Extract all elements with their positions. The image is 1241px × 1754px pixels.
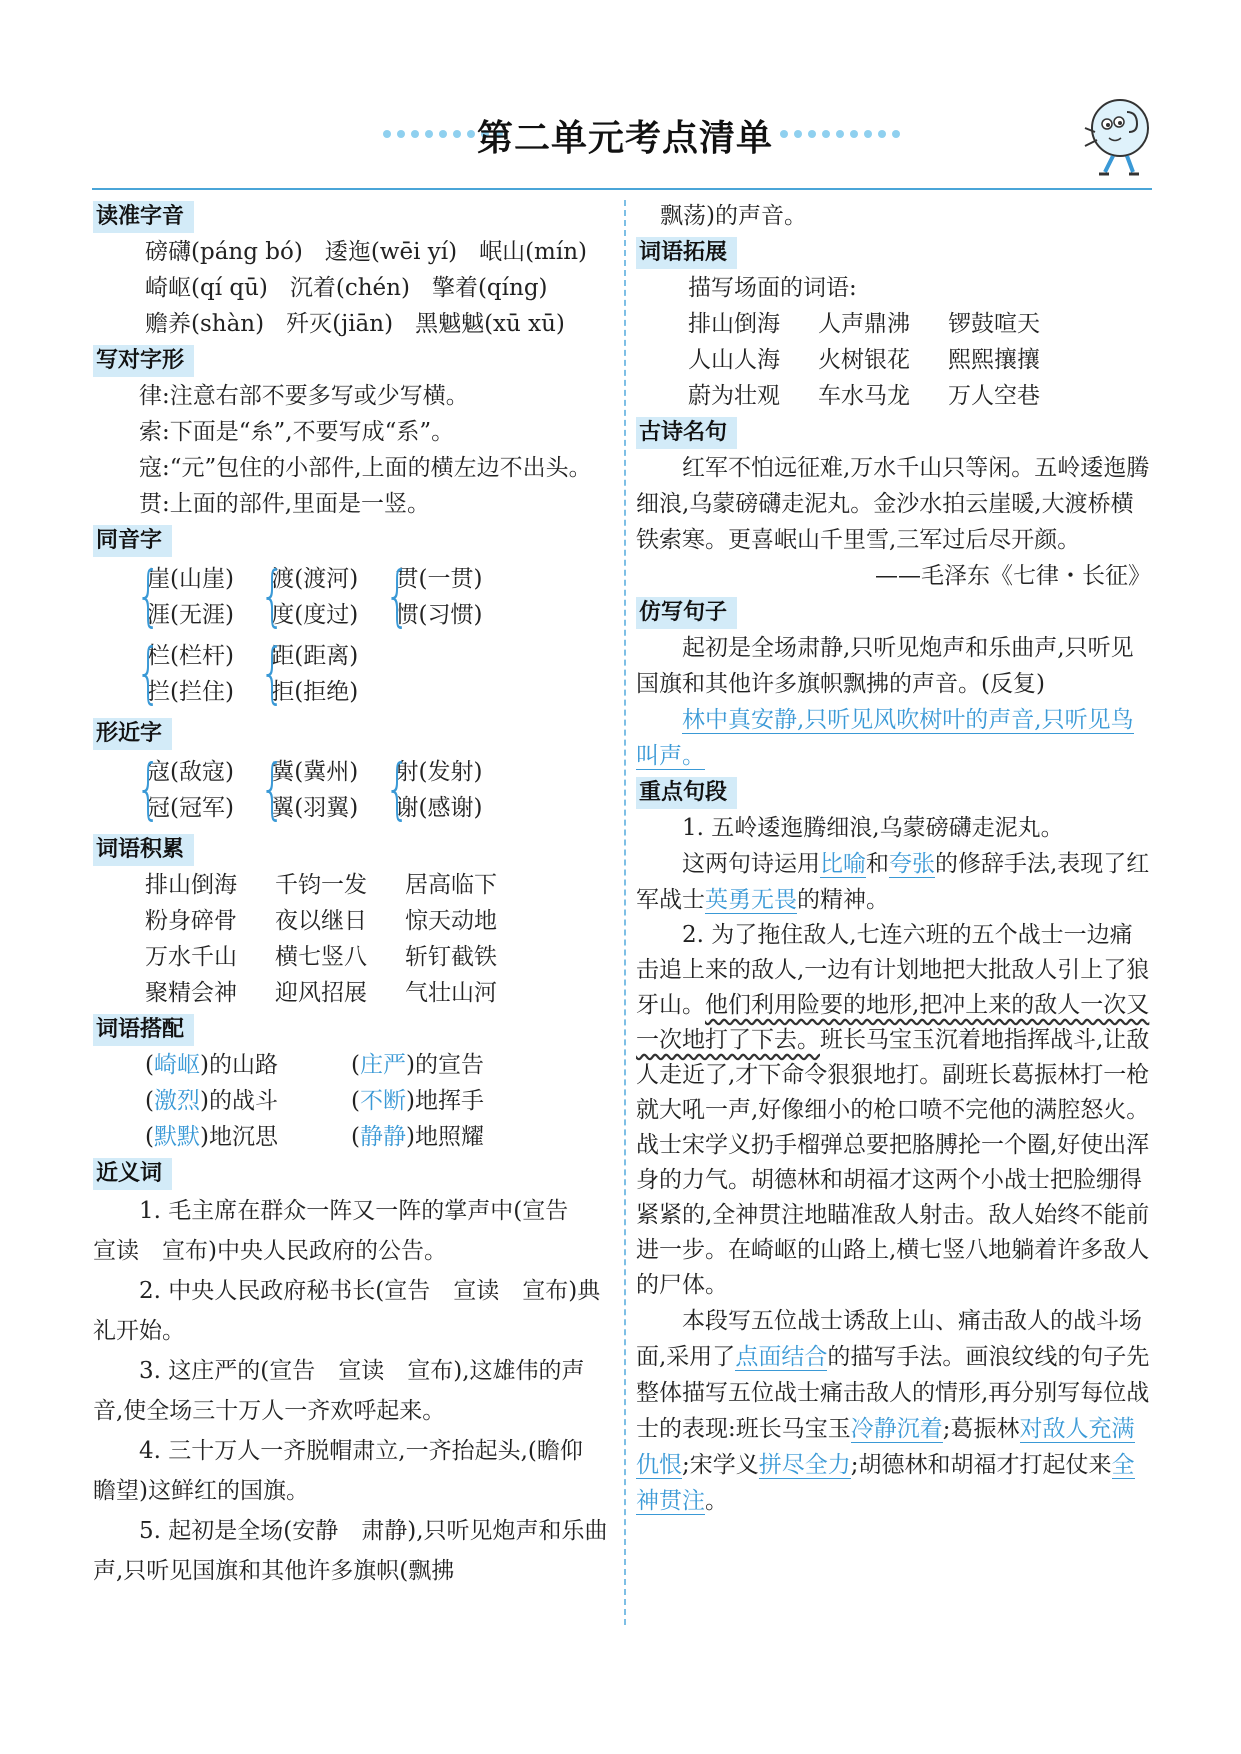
homophone-item: 涯(无涯)	[147, 602, 234, 628]
pronunciation-item: 沉着(chén)	[289, 275, 410, 301]
homophone-group: { 距(距离) 拒(拒绝)	[260, 634, 359, 711]
collocation-row	[93, 1047, 613, 1083]
collocation-text: 的山路	[208, 1052, 278, 1078]
similar-item: 冠(冠军)	[147, 795, 234, 821]
extension-item: 锣鼓喧天	[948, 311, 1040, 337]
section-heading-vocab: 词语积累	[93, 834, 194, 866]
similar-item: 射(发射)	[395, 759, 483, 785]
section-heading-similar-chars: 形近字	[93, 718, 172, 750]
homophone-item: 崖(山崖)	[147, 566, 234, 592]
analysis-text: ;胡德林和胡福才打起仗来	[850, 1452, 1112, 1478]
collocation-pair: (默默)地沉思	[145, 1124, 278, 1150]
decor-dots-right	[780, 130, 900, 140]
homophone-item: 度(度过)	[271, 602, 359, 628]
key-sentence-1: 1. 五岭逶迤腾细浪,乌蒙磅礴走泥丸。	[682, 815, 1064, 841]
left-column	[93, 198, 613, 1591]
imitation-paren: )	[1035, 671, 1045, 697]
synonym-question: 2. 中央人民政府秘书长(宣告 宣读 宣布)典礼开始。	[93, 1278, 601, 1344]
homophone-groups-row	[93, 634, 613, 711]
pronunciation-item: 黑魆魆(xū xū)	[415, 311, 565, 337]
analysis-text: 本段写五位战士诱敌上山、痛击敌人的战斗场面,采用了	[636, 1308, 1142, 1370]
extension-row	[636, 306, 1151, 342]
vocab-item: 排山倒海	[145, 872, 237, 898]
homophone-item: 拦(拦住)	[147, 679, 234, 705]
vocab-item: 惊天动地	[405, 908, 497, 934]
pronunciation-row	[93, 270, 613, 306]
synonym-question: 1. 毛主席在群众一阵又一阵的掌声中(宣告 宣读 宣布)中央人民政府的公告。	[93, 1198, 592, 1264]
collocation-pair: (崎岖)的山路	[145, 1052, 278, 1078]
synonym-question: 5. 起初是全场(安静 肃静),只听见炮声和乐曲声,只听见国旗和其他许多旗帜(飘拂	[93, 1518, 608, 1584]
pronunciation-item: 岷山(mín)	[479, 239, 588, 265]
header-rule	[92, 188, 1152, 190]
passage-text: 班长马宝玉沉着地指挥战斗,让敌人走近了,才下命令狠狠地打。副班长葛振林打一枪就大吼一声,好像细小的枪口喷不完他的满腔怒火。战士宋学义扔手榴弹总要把胳膊抡一个圈,好使出浑身的力气。胡德林和胡福才这两个小战士把脸绷得紧紧的,全神贯注地瞄准敌人射击。敌人始终不能前进一步。在崎岖的山路上,横七竖八地躺着许多敌人的尸体。	[636, 1027, 1150, 1298]
extension-intro: 描写场面的词语:	[688, 275, 857, 301]
collocation-row	[93, 1119, 613, 1155]
extension-item: 万人空巷	[948, 383, 1040, 409]
analysis-text: 这两句诗运用	[682, 851, 820, 877]
homophone-group: { 渡(渡河) 度(度过)	[260, 557, 359, 634]
homophone-group: { 栏(栏杆) 拦(拦住)	[135, 634, 234, 711]
section-heading-collocation: 词语搭配	[93, 1014, 194, 1046]
section-heading-writing: 写对字形	[93, 345, 194, 377]
vocab-item: 横七竖八	[275, 944, 367, 970]
pronunciation-item: 崎岖(qí qū)	[145, 275, 268, 301]
similar-item: 翼(羽翼)	[271, 795, 359, 821]
homophone-item: 惯(习惯)	[395, 602, 483, 628]
analysis-answer: 英勇无畏	[705, 887, 797, 913]
extension-item: 火树银花	[818, 347, 910, 373]
vocab-item: 斩钉截铁	[405, 944, 497, 970]
collocation-text: 地挥手	[414, 1088, 484, 1114]
analysis-text: 。	[705, 1488, 728, 1514]
pronunciation-item: 歼灭(jiān)	[286, 311, 394, 337]
imitation-prompt	[636, 630, 1151, 702]
imitation-answer	[636, 702, 1151, 774]
collocation-answer: 庄严	[359, 1052, 406, 1078]
imitation-technique: 反复	[989, 671, 1036, 697]
extension-item: 人山人海	[688, 347, 780, 373]
page-header	[0, 100, 1241, 170]
section-heading-synonyms: 近义词	[93, 1158, 172, 1190]
homophone-groups-row	[93, 557, 613, 634]
vocab-item: 气壮山河	[405, 980, 497, 1006]
section-heading-pronunciation: 读准字音	[93, 201, 194, 233]
analysis-text: 的精神。	[797, 887, 889, 913]
homophone-item: 渡(渡河)	[271, 566, 359, 592]
pronunciation-item: 擎着(qíng)	[431, 275, 548, 301]
similar-item: 谢(感谢)	[395, 795, 483, 821]
writing-note: 贯:上面的部件,里面是一竖。	[139, 491, 431, 517]
vocab-row	[93, 867, 613, 903]
section-heading-poem: 古诗名句	[636, 417, 737, 449]
right-column	[636, 198, 1151, 1519]
pronunciation-item: 磅礴(páng bó)	[145, 239, 303, 265]
collocation-answer: 默默	[153, 1124, 200, 1150]
section-heading-extension: 词语拓展	[636, 237, 737, 269]
vocab-row	[93, 903, 613, 939]
similar-item: 冀(冀州)	[271, 759, 359, 785]
analysis-text: 和	[866, 851, 889, 877]
similar-group: { 寇(敌寇) 冠(冠军)	[135, 750, 234, 827]
collocation-text: 地沉思	[208, 1124, 278, 1150]
collocation-row	[93, 1083, 613, 1119]
page-title: 第二单元考点清单	[477, 117, 774, 159]
key-analysis-2	[636, 1303, 1151, 1519]
pronunciation-row	[93, 306, 613, 342]
column-divider	[624, 200, 626, 1625]
homophone-item: 栏(栏杆)	[147, 643, 234, 669]
imitation-answer-text: 林中真安静,只听见风吹树叶的声音,只听见鸟叫声。	[636, 707, 1134, 769]
collocation-answer: 崎岖	[153, 1052, 200, 1078]
synonym-question: 3. 这庄严的(宣告 宣读 宣布),这雄伟的声音,使全场三十万人一齐欢呼起来。	[93, 1358, 585, 1424]
extension-row	[636, 342, 1151, 378]
analysis-answer: 对敌人充满仇恨	[636, 1416, 1135, 1478]
pronunciation-row	[93, 234, 613, 270]
vocab-item: 千钧一发	[275, 872, 367, 898]
extension-row	[636, 378, 1151, 414]
imitation-sentence: 起初是全场肃静,只听见炮声和乐曲声,只听见国旗和其他许多旗帜飘拂的声音。(	[636, 635, 1134, 697]
poem-text: 红军不怕远征难,万水千山只等闲。五岭逶迤腾细浪,乌蒙磅礴走泥丸。金沙水拍云崖暖,大渡桥横铁索寒。更喜岷山千里雪,三军过后尽开颜。	[636, 455, 1150, 553]
writing-note: 律:注意右部不要多写或少写横。	[139, 383, 469, 409]
analysis-answer: 全神贯注	[636, 1452, 1135, 1514]
analysis-answer: 冷静沉着	[850, 1416, 943, 1442]
analysis-answer: 拼尽全力	[758, 1452, 851, 1478]
collocation-pair: (庄严)的宣告	[351, 1052, 484, 1078]
similar-item: 寇(敌寇)	[147, 759, 234, 785]
writing-note: 寇:“元”包住的小部件,上面的横左边不出头。	[139, 455, 592, 481]
collocation-text: 的宣告	[414, 1052, 484, 1078]
continued-text: 飘荡)的声音。	[660, 203, 807, 229]
section-heading-imitation: 仿写句子	[636, 597, 737, 629]
extension-item: 人声鼎沸	[818, 311, 910, 337]
passage-text: 2. 为了拖住敌人,七连六班的五个战士一边痛击追上来的敌人,一边有计划地把大批敌人引上了狼牙山。	[636, 922, 1150, 1018]
analysis-text: ;葛振林	[942, 1416, 1020, 1442]
vocab-row	[93, 939, 613, 975]
collocation-pair: (激烈)的战斗	[145, 1088, 278, 1114]
collocation-text: 地照耀	[414, 1124, 484, 1150]
similar-groups-row	[93, 750, 613, 827]
synonym-question: 4. 三十万人一齐脱帽肃立,一齐抬起头,(瞻仰 瞻望)这鲜红的国旗。	[93, 1438, 606, 1504]
vocab-item: 居高临下	[405, 872, 497, 898]
collocation-text: 的战斗	[208, 1088, 278, 1114]
vocab-item: 万水千山	[145, 944, 237, 970]
extension-item: 熙熙攘攘	[948, 347, 1040, 373]
collocation-answer: 静静	[359, 1124, 406, 1150]
key-analysis-1	[636, 846, 1151, 918]
collocation-pair: (不断)地挥手	[351, 1088, 484, 1114]
extension-item: 车水马龙	[818, 383, 910, 409]
passage-wavy-sentence: 他们利用险要的地形,把冲上来的敌人一次又一次地打了下去。	[636, 992, 1150, 1053]
similar-group: { 射(发射) 谢(感谢)	[384, 750, 483, 827]
vocab-item: 夜以继日	[275, 908, 367, 934]
analysis-answer: 比喻	[820, 851, 866, 877]
vocab-row	[93, 975, 613, 1011]
pronunciation-item: 逶迤(wēi yí)	[324, 239, 458, 265]
extension-item: 蔚为壮观	[688, 383, 780, 409]
analysis-answer: 点面结合	[735, 1344, 828, 1370]
analysis-answer: 夸张	[889, 851, 935, 877]
collocation-pair: (静静)地照耀	[351, 1124, 484, 1150]
analysis-text: 的修辞手法,表现了红军战士	[636, 851, 1150, 913]
homophone-group: { 贯(一贯) 惯(习惯)	[384, 557, 483, 634]
key-passage-2	[636, 918, 1151, 1303]
collocation-answer: 激烈	[153, 1088, 200, 1114]
vocab-item: 迎风招展	[275, 980, 367, 1006]
vocab-item: 粉身碎骨	[145, 908, 237, 934]
homophone-group: { 崖(山崖) 涯(无涯)	[135, 557, 234, 634]
pronunciation-item: 赡养(shàn)	[145, 311, 265, 337]
extension-item: 排山倒海	[688, 311, 780, 337]
mascot-icon	[1075, 90, 1165, 185]
poem-source: ——毛泽东《七律・长征》	[875, 563, 1151, 589]
similar-group: { 冀(冀州) 翼(羽翼)	[260, 750, 359, 827]
collocation-answer: 不断	[359, 1088, 406, 1114]
analysis-text: ;宋学义	[682, 1452, 759, 1478]
vocab-item: 聚精会神	[145, 980, 237, 1006]
analysis-text: 的描写手法。画浪纹线的句子先整体描写五位战士痛击敌人的情形,再分别写每位战士的表现:班长马宝玉	[636, 1344, 1150, 1442]
section-heading-homophones: 同音字	[93, 525, 172, 557]
writing-note: 索:下面是“糸”,不要写成“系”。	[139, 419, 455, 445]
homophone-item: 距(距离)	[271, 643, 359, 669]
section-heading-key-passages: 重点句段	[636, 777, 737, 809]
homophone-item: 拒(拒绝)	[271, 679, 359, 705]
homophone-item: 贯(一贯)	[395, 566, 483, 592]
